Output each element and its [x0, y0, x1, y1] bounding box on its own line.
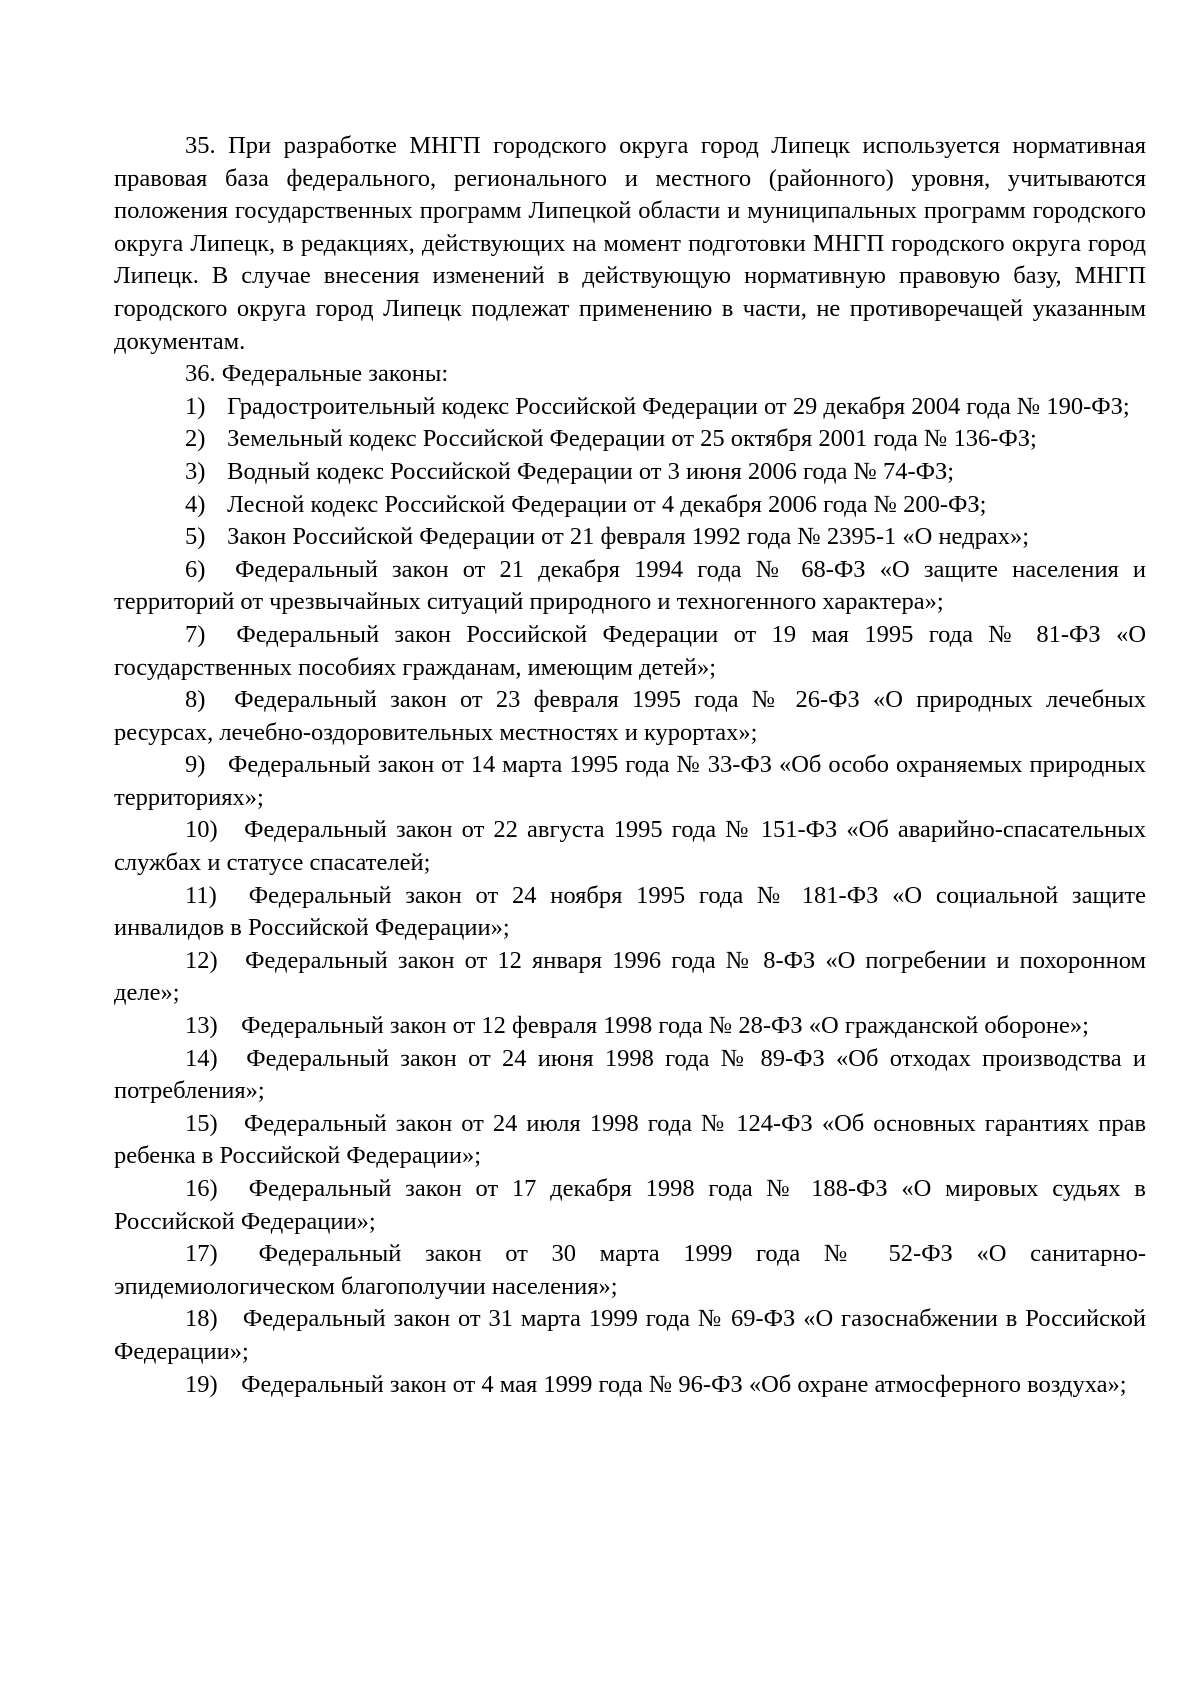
list-item	[114, 456, 1146, 489]
list-item-text: Федеральный закон от 24 июня 1998 года № 89-ФЗ «Об отходах производства и потребления»;	[114, 1044, 1146, 1105]
list-item	[114, 1238, 1146, 1303]
list-item-text: Федеральный закон от 12 февраля 1998 года № 28-ФЗ «О гражданской обороне»;	[241, 1012, 1089, 1040]
list-item-text: Федеральный закон от 31 марта 1999 года № 69-ФЗ «О газоснабжении в Российской Федерации»;	[114, 1305, 1146, 1365]
list-item-text: Федеральный закон от 21 декабря 1994 года № 68-ФЗ «О защите населения и территорий от чрезвычайных ситуаций природного и техногенного характера»;	[114, 555, 1147, 616]
list-item-number: 7)	[185, 620, 206, 648]
list-item-number: 16)	[185, 1175, 218, 1202]
list-item	[114, 1108, 1146, 1173]
list-item	[114, 554, 1146, 619]
list-item	[114, 880, 1146, 945]
list-item	[114, 749, 1146, 814]
list-item-number: 2)	[185, 425, 206, 453]
list-item-text: Градостроительный кодекс Российской Федерации от 29 декабря 2004 года № 190-ФЗ;	[227, 392, 1130, 420]
paragraph-35: 35. При разработке МНГП городского округа город Липецк используется нормативная правовая база федерального, регионального и местного (районного) уровня, учитываются положения государственных программ Липецкой области и муниципальных программ городского округа Липецк, в редакциях, действующих на момент подготовки МНГП городского округа город Липецк. В случае внесения изменений в действующую нормативную правовую базу, МНГП городского округа город Липецк подлежат применению в части, не противоречащей указанным документам.	[114, 132, 1146, 355]
list-item	[114, 1303, 1146, 1368]
list-item	[114, 945, 1146, 1010]
list-item-text: Водный кодекс Российской Федерации от 3 июня 2006 года № 74-ФЗ;	[227, 457, 955, 485]
paragraph-36-heading: 36. Федеральные законы:	[185, 360, 449, 388]
list-item-number: 9)	[185, 751, 206, 779]
list-item-number: 6)	[185, 555, 206, 583]
list-item-text: Федеральный закон от 24 июля 1998 года № 124-ФЗ «Об основных гарантиях прав ребенка в Российской Федерации»;	[114, 1109, 1147, 1170]
list-item-text: Федеральный закон от 30 марта 1999 года № 52-ФЗ «О санитарно-эпидемиологическом благополучии населения»;	[114, 1240, 1146, 1300]
list-item-number: 12)	[185, 946, 218, 974]
list-item-number: 1)	[185, 392, 206, 420]
list-item-number: 17)	[185, 1240, 218, 1268]
list-item	[114, 1043, 1146, 1108]
list-item-text: Лесной кодекс Российской Федерации от 4 декабря 2006 года № 200-ФЗ;	[227, 490, 987, 518]
list-item-number: 5)	[185, 523, 206, 551]
list-item-number: 4)	[185, 490, 206, 518]
list-item-text: Федеральный закон от 24 ноября 1995 года № 181-ФЗ «О социальной защите инвалидов в Российской Федерации»;	[114, 881, 1147, 942]
list-item-text: Федеральный закон от 23 февраля 1995 года № 26-ФЗ «О природных лечебных ресурсах, лечебно-оздоровительных местностях и курортах»;	[114, 686, 1146, 746]
list-item-number: 13)	[185, 1012, 218, 1040]
list-item	[114, 423, 1146, 456]
list-item-text: Федеральный закон от 17 декабря 1998 года № 188-ФЗ «О мировых судьях в Российской Федерации»;	[114, 1175, 1146, 1235]
list-item	[114, 684, 1146, 749]
list-item-number: 14)	[185, 1044, 218, 1072]
list-item-number: 10)	[185, 816, 218, 844]
list-item-text: Федеральный закон от 14 марта 1995 года № 33-ФЗ «Об особо охраняемых природных территориях»;	[114, 751, 1147, 811]
list-item	[114, 1010, 1146, 1043]
list-item-text: Закон Российской Федерации от 21 февраля 1992 года № 2395-1 «О недрах»;	[227, 523, 1030, 551]
list-item	[114, 489, 1146, 522]
list-item-number: 18)	[185, 1305, 218, 1333]
list-item	[114, 1173, 1146, 1238]
list-item	[114, 619, 1146, 684]
list-item-text: Федеральный закон от 12 января 1996 года № 8-ФЗ «О погребении и похоронном деле»;	[114, 946, 1146, 1007]
list-item-number: 8)	[185, 686, 206, 714]
list-item-number: 11)	[185, 881, 217, 909]
list-item-text: Федеральный закон от 22 августа 1995 года № 151-ФЗ «Об аварийно-спасательных службах и статусе спасателей;	[114, 816, 1146, 877]
document-body	[114, 130, 1146, 1401]
list-item	[114, 391, 1146, 424]
list-item	[114, 1369, 1146, 1402]
list-item-number: 3)	[185, 457, 206, 485]
list-item-number: 15)	[185, 1109, 218, 1137]
list-item	[114, 521, 1146, 554]
list-item-number: 19)	[185, 1370, 218, 1398]
list-item-text: Земельный кодекс Российской Федерации от 25 октября 2001 года № 136-ФЗ;	[227, 425, 1037, 453]
list-item-text: Федеральный закон от 4 мая 1999 года № 96-ФЗ «Об охране атмосферного воздуха»;	[241, 1370, 1127, 1398]
list-item	[114, 814, 1146, 879]
list-item-text: Федеральный закон Российской Федерации от 19 мая 1995 года № 81-ФЗ «О государственных пособиях гражданам, имеющим детей»;	[114, 620, 1147, 681]
